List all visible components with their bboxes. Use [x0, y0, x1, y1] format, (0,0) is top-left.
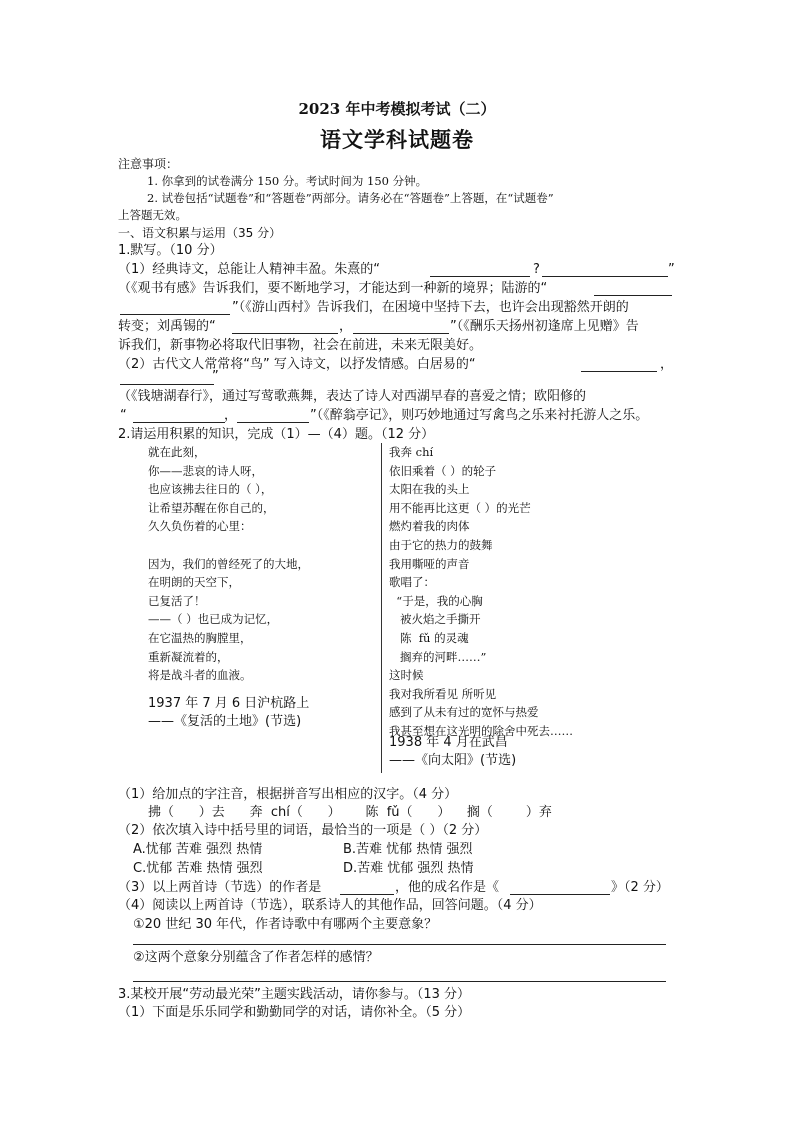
- poem-line: 在明朗的天空下，: [148, 575, 240, 590]
- poem-line: 用不能再比这更（ ）的光芒: [389, 500, 531, 515]
- q2-sub4-question-2: ②这两个意象分别蕴含了作者怎样的感情？: [133, 950, 379, 965]
- poem-line: 已复活了！: [148, 593, 206, 608]
- subject-title: 语文学科试题卷: [320, 128, 474, 152]
- poem-divider: [381, 443, 382, 773]
- q3-sub1: （1）下面是乐乐同学和勤勤同学的对话，请你补全。（5 分）: [118, 1005, 471, 1020]
- q1-comma: ，: [224, 408, 238, 423]
- poem-line: 我用嘶哑的声音: [389, 556, 470, 571]
- poem-line: 让希望苏醒在你自己的，: [148, 500, 275, 515]
- poem-line: 你——悲哀的诗人呀，: [148, 463, 263, 478]
- q1-part1-line4: 转变；刘禹锡的“: [118, 319, 216, 334]
- poem-left-date: 1937 年 7 月 6 日沪杭路上: [148, 696, 310, 711]
- question-2-title: 2.请运用积累的知识，完成（1）—（4）题。（12 分）: [118, 427, 435, 442]
- poem-line: “于是，我的心胸: [389, 593, 483, 608]
- q1-part2-line3: （《钱塘湖春行》，通过写莺歌燕舞，表达了诗人对西湖早春的喜爱之情；欧阳修的: [118, 389, 587, 404]
- poem-line: 久久负伤着的心里：: [148, 519, 252, 534]
- poem-line: 我奔 chí: [389, 445, 434, 459]
- answer-blank[interactable]: [594, 295, 672, 296]
- q1-comma: ，: [339, 319, 353, 334]
- poem-line: 由于它的热力的鼓舞: [389, 537, 493, 552]
- q1-quote-end: ”: [212, 369, 219, 384]
- answer-blank[interactable]: [581, 371, 657, 372]
- q2-sub1-blanks[interactable]: 拂（ ）去 奔 chí（ ） 陈 fǔ（ ） 搁（ ）弃: [148, 805, 552, 820]
- poem-line: 我对我所看见 所听见: [389, 686, 497, 701]
- q1-comma: ，: [660, 357, 674, 372]
- answer-blank[interactable]: [133, 422, 225, 423]
- q1-part2-line4-b: ”（《醉翁亭记》，则巧妙地通过写禽鸟之乐来衬托游人之乐。: [310, 408, 649, 423]
- answer-blank[interactable]: [120, 314, 230, 315]
- answer-blank[interactable]: [353, 333, 449, 334]
- poem-line: 就在此刻，: [148, 445, 206, 459]
- exam-title: 2023 年中考模拟考试（二）: [298, 100, 496, 118]
- q1-question-mark: ?: [533, 262, 540, 277]
- q1-part1-line5: 诉我们，新事物必将取代旧事物，社会在前进，未来无限美好。: [118, 338, 483, 353]
- notice-item-2: 2. 试卷包括“试题卷”和“答题卷”两部分。请务必在“答题卷”上答题，在“试题卷”: [147, 191, 554, 205]
- poem-right-source: ——《向太阳》(节选): [389, 753, 517, 768]
- q1-part1-line3: ”（《游山西村》告诉我们，在困境中坚持下去，也许会出现豁然开朗的: [232, 300, 629, 315]
- poem-line: 因为，我们的曾经死了的大地，: [148, 556, 309, 571]
- poem-left: [148, 443, 309, 685]
- poem-right: [389, 443, 573, 741]
- q2-sub3: （3）以上两首诗（节选）的作者是: [118, 880, 322, 895]
- notice-item-2-cont: 上答题无效。: [118, 208, 187, 222]
- poem-line: [148, 536, 309, 555]
- q1-part1-line4-b: ”（《酬乐天扬州初逢席上见赠》告: [450, 319, 639, 334]
- poem-left-source: ——《复活的土地》(节选): [148, 714, 302, 729]
- poem-line: ——（ ）也已成为记忆，: [148, 612, 279, 627]
- poem-line: 我甚至想在这光明的除舍中死去……: [389, 723, 573, 738]
- answer-blank[interactable]: [542, 276, 668, 277]
- q2-sub3-mid: ，他的成名作是《: [395, 880, 500, 895]
- q1-part2-line1: （2）古代文人常常将“鸟” 写入诗文，以抒发情感。白居易的“: [118, 357, 476, 372]
- q1-quote-open: “: [120, 408, 127, 423]
- answer-line[interactable]: [133, 981, 666, 982]
- notice-item-1: 1. 你拿到的试卷满分 150 分。考试时间为 150 分钟。: [147, 174, 428, 188]
- poem-line: 将是战斗者的血液。: [148, 668, 252, 683]
- q2-sub3-end: 》（2 分）: [611, 880, 669, 895]
- question-3-title: 3.某校开展“劳动最光荣”主题实践活动，请你参与。（13 分）: [118, 987, 471, 1002]
- answer-blank[interactable]: [510, 894, 610, 895]
- option-d[interactable]: D.苦难 忧郁 强烈 热情: [343, 861, 474, 876]
- q2-sub2: （2）依次填入诗中括号里的词语，最恰当的一项是（ ）（2 分）: [118, 823, 488, 838]
- answer-blank[interactable]: [430, 276, 530, 277]
- poem-line: 搁弃的河畔……”: [389, 649, 487, 664]
- answer-blank[interactable]: [340, 894, 394, 895]
- poem-line: 依旧乘着（ ）的轮子: [389, 463, 497, 478]
- poem-line: 这时候: [389, 668, 424, 683]
- option-b[interactable]: B.苦难 忧郁 热情 强烈: [343, 842, 473, 857]
- option-a[interactable]: A.忧郁 苦难 强烈 热情: [133, 842, 263, 857]
- poem-line: 燃灼着我的肉体: [389, 519, 470, 534]
- poem-line: 也应该拂去往日的（ ），: [148, 482, 273, 497]
- answer-blank[interactable]: [232, 333, 338, 334]
- poem-line: 被火焰之手撕开: [389, 612, 481, 627]
- answer-blank[interactable]: [237, 422, 309, 423]
- q1-quote-end: ”: [668, 262, 675, 277]
- poem-line: 感到了从未有过的宽怀与热爱: [389, 705, 539, 720]
- q2-sub1: （1）给加点的字注音，根据拼音写出相应的汉字。（4 分）: [118, 787, 458, 802]
- notice-heading: 注意事项：: [118, 157, 179, 171]
- q2-sub4: （4）阅读以上两首诗（节选），联系诗人的其他作品，回答问题。（4 分）: [118, 898, 542, 913]
- poem-line: 在它温热的胸膛里，: [148, 630, 252, 645]
- poem-line: 陈 fǔ 的灵魂: [389, 630, 469, 645]
- poem-line: 太阳在我的头上: [389, 482, 470, 497]
- q1-part1-line2: （《观书有感》告诉我们，要不断地学习，才能达到一种新的境界；陆游的“: [118, 281, 548, 296]
- q1-part1-line1: （1）经典诗文，总能让人精神丰盈。朱熹的“: [118, 262, 381, 277]
- answer-line[interactable]: [133, 944, 666, 945]
- section-heading: 一、语文积累与运用（35 分）: [118, 226, 282, 240]
- poem-right-date: 1938 年 4 月在武昌: [389, 735, 508, 750]
- question-1-title: 1.默写。（10 分）: [118, 243, 223, 258]
- poem-line: 歌唱了：: [389, 575, 435, 590]
- poem-line: 重新凝流着的，: [148, 649, 229, 664]
- q2-sub4-question-1: ①20 世纪 30 年代，作者诗歌中有哪两个主要意象？: [133, 917, 438, 932]
- answer-blank[interactable]: [120, 384, 214, 385]
- option-c[interactable]: C.忧郁 苦难 热情 强烈: [133, 861, 263, 876]
